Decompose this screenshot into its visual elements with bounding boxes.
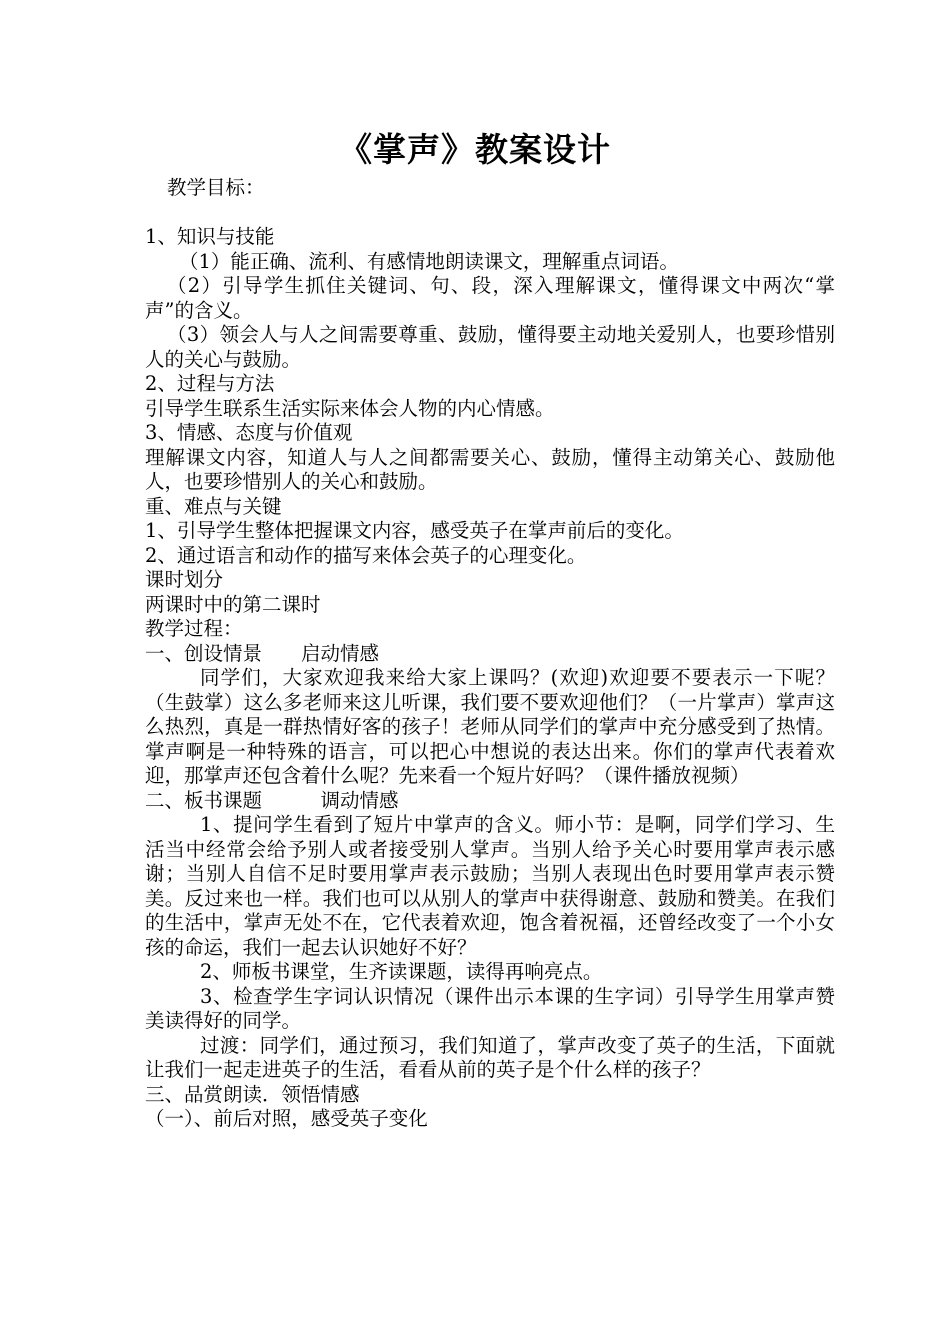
knowledge-heading: 1、知识与技能 — [145, 225, 275, 248]
period-heading: 课时划分 — [145, 568, 224, 591]
process-heading: 2、过程与方法 — [145, 372, 275, 395]
knowledge-item-1: （1）能正确、流利、有感情地朗读课文，理解重点词语。 — [179, 249, 679, 273]
transition-paragraph: 过渡：同学们，通过预习，我们知道了，掌声改变了英子的生活，下面就让我们一起走进英子的生活，看看从前的英子是个什么样的孩子？ — [145, 1033, 835, 1081]
step2-paragraph-2: 2、师板书课堂，生齐读课题，读得再响亮点。 — [200, 960, 603, 983]
key-heading: 重、难点与关键 — [145, 494, 282, 518]
emotion-text: 理解课文内容，知道人与人之间都需要关心、鼓励，懂得主动第关心、鼓励他人，也要珍惜别人的关心和鼓励。 — [145, 445, 835, 493]
document-body — [145, 176, 835, 1132]
knowledge-item-2: （2）引导学生抓住关键词、句、段，深入理解课文，懂得课文中两次“掌声”的含义。 — [145, 274, 835, 322]
step2-paragraph-1: 1、提问学生看到了短片中掌声的含义。师小节：是啊，同学们学习、生活当中经常会给予别人或者接受别人掌声。当别人给予关心时要用掌声表示感谢；当别人自信不足时要用掌声表示鼓励；当别人表现出色时要用掌声表示赞美。反过来也一样。我们也可以从别人的掌声中获得谢意、鼓励和赞美。在我们的生活中，掌声无处不在，它代表着欢迎，饱含着祝福，还曾经改变了一个小女孩的命运，我们一起去认识她好不好？ — [145, 813, 835, 959]
document-title: 《掌声》教案设计 — [339, 130, 611, 169]
period-text: 两课时中的第二课时 — [145, 592, 321, 616]
teaching-heading: 教学过程： — [145, 617, 243, 640]
step1-heading: 一、创设情景 启动情感 — [145, 641, 380, 665]
blank-line — [145, 201, 835, 226]
key-item-2: 2、通过语言和动作的描写来体会英子的心理变化。 — [145, 543, 587, 567]
step3-heading: 三、品赏朗读．领悟情感 — [145, 1082, 360, 1106]
process-text: 引导学生联系生活实际来体会人物的内心情感。 — [145, 396, 555, 420]
step1-text: 同学们，大家欢迎我来给大家上课吗？(欢迎)欢迎要不要表示一下呢？（生鼓掌）这么多老师来这儿听课，我们要不要欢迎他们？（一片掌声）掌声这么热烈，真是一群热情好客的孩子！老师从同学们的掌声中充分感受到了热情。掌声啊是一种特殊的语言，可以把心中想说的表达出来。你们的掌声代表着欢迎，那掌声还包含着什么呢？先来看一个短片好吗？（课件播放视频） — [145, 666, 835, 787]
step3-subheading: （一）、前后对照，感受英子变化 — [145, 1107, 428, 1130]
step2-paragraph-3: 3、检查学生字词认识情况（课件出示本课的生字词）引导学生用掌声赞美读得好的同学。 — [145, 984, 835, 1032]
step2-heading: 二、板书课题 调动情感 — [145, 788, 399, 812]
emotion-heading: 3、情感、态度与价值观 — [145, 421, 353, 444]
key-item-1: 1、引导学生整体把握课文内容，感受英子在掌声前后的变化。 — [145, 519, 684, 542]
objectives-heading: 教学目标： — [167, 176, 265, 199]
knowledge-item-3: （3）领会人与人之间需要尊重、鼓励，懂得要主动地关爱别人，也要珍惜别人的关心与鼓励。 — [145, 323, 835, 371]
